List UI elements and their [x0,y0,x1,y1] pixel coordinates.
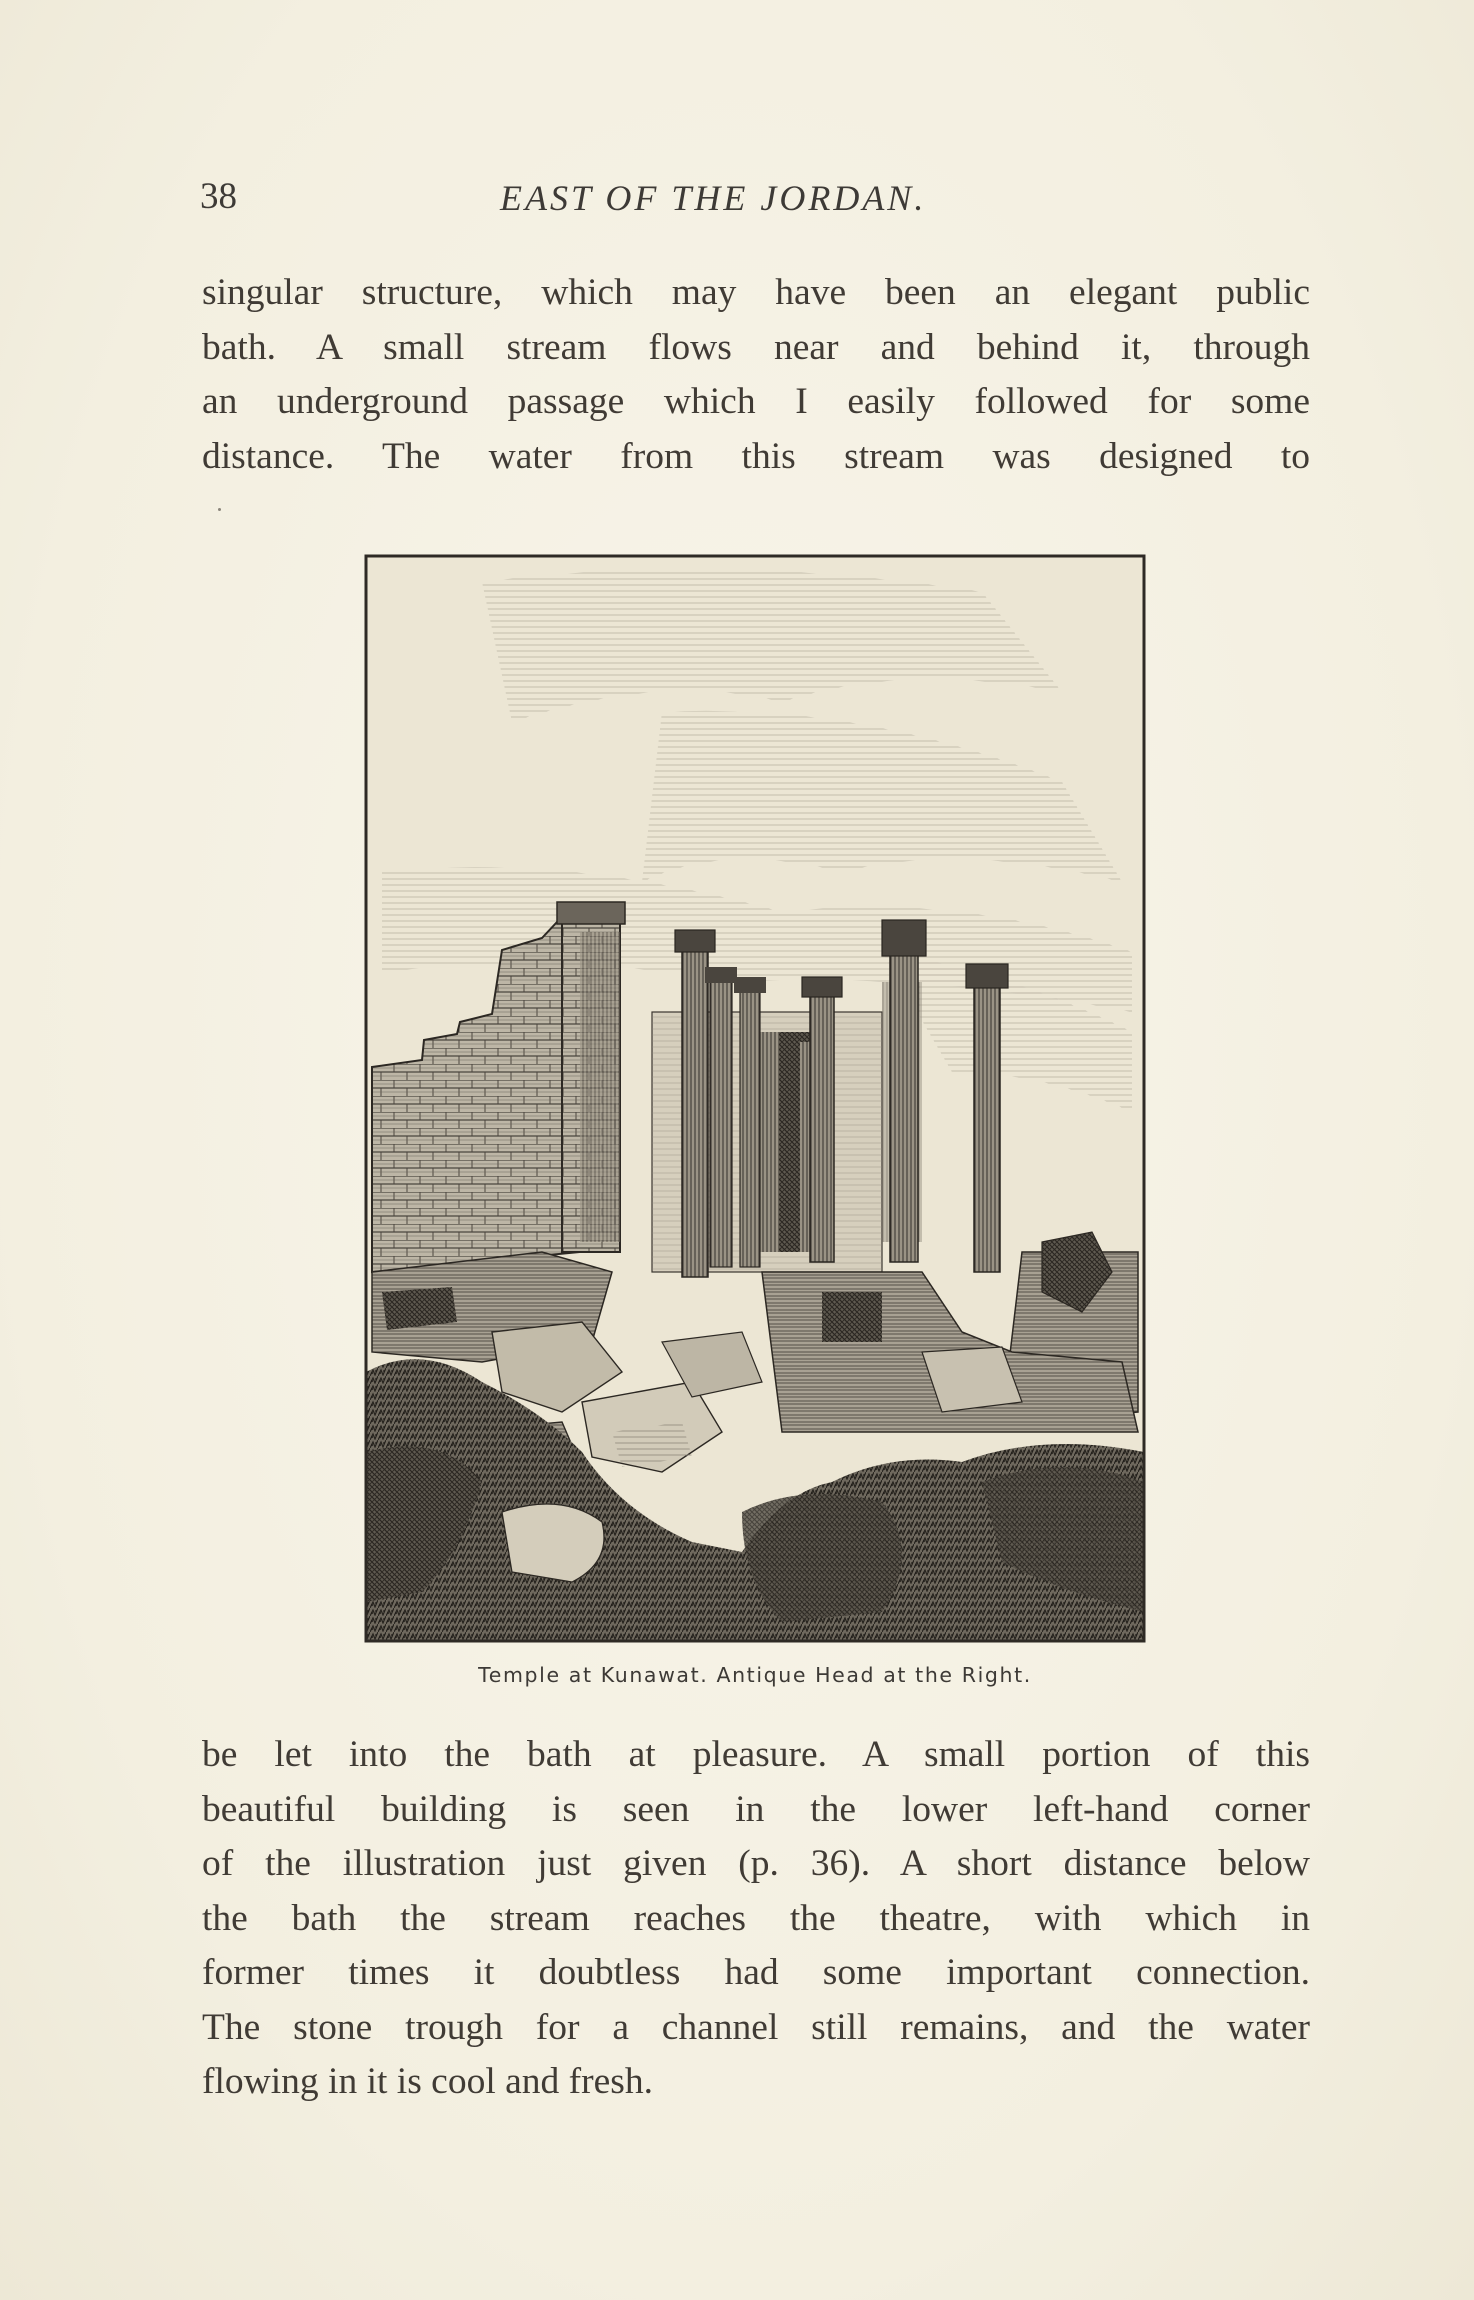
text-line: distance. The water from this stream was designed to [202,435,1310,477]
ink-speck [218,508,221,511]
engraving-illustration [362,552,1148,1645]
bottom-paragraph [202,1728,1310,2110]
text-line: be let into the bath at pleasure. A small portion of this [202,1734,1310,1775]
text-line: beautiful building is seen in the lower left-hand corner [202,1788,1310,1830]
text-line: the bath the stream reaches the theatre, with which in [202,1897,1310,1939]
text-line: The stone trough for a channel still remains, and the water [202,2006,1310,2048]
page-number: 38 [200,176,237,217]
text-line: singular structure, which may have been an elegant public [202,272,1310,313]
running-title: EAST OF THE JORDAN. [500,178,927,218]
top-paragraph [202,266,1310,484]
text-line: bath. A small stream flows near and behind it, through [202,326,1310,368]
text-line: of the illustration just given (p. 36). A short distance below [202,1843,1310,1884]
page-header [200,175,1310,225]
text-line: former times it doubtless had some important connection. [202,1952,1310,1993]
temple-ruins-engraving [362,552,1148,1645]
figure-caption: Temple at Kunawat. Antique Head at the Right. [478,1663,1032,1687]
text-line: an underground passage which I easily followed for some [202,381,1310,422]
text-line: flowing in it is cool and fresh. [202,2061,653,2102]
